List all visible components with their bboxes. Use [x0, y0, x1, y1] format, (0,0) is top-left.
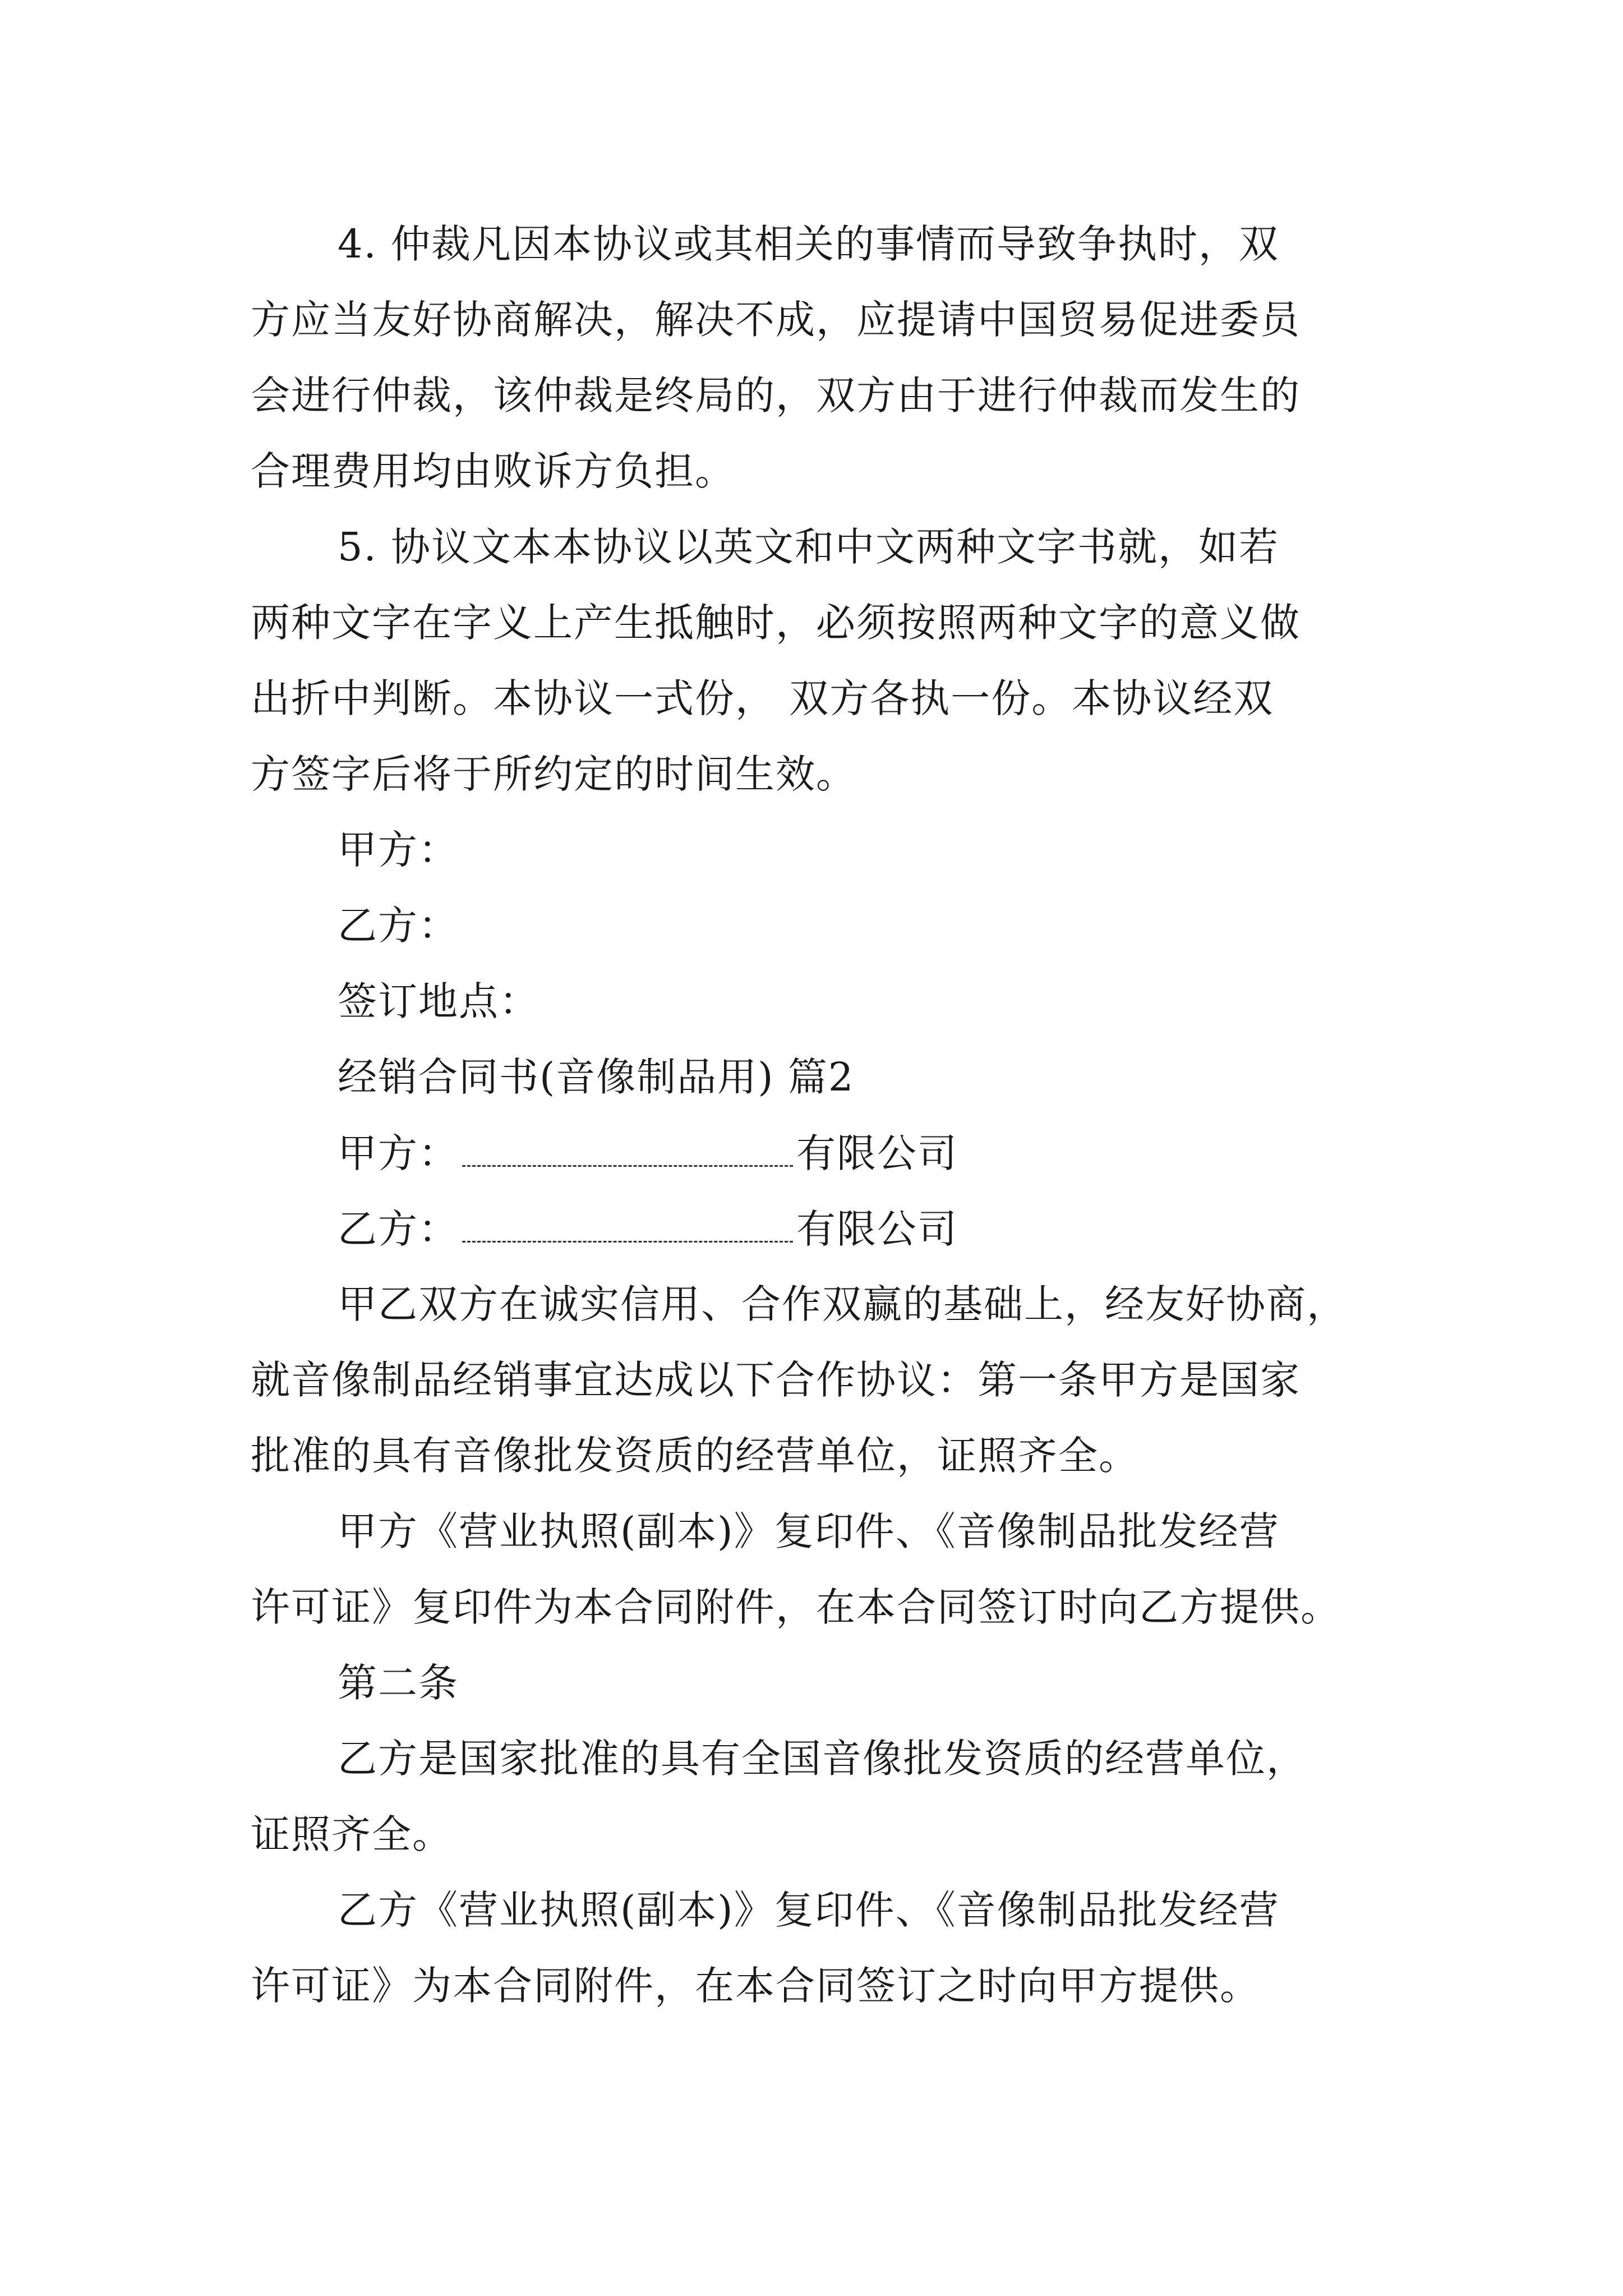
clause5-line-3: 出折中判断。本协议一式份， 双方各执一份。本协议经双 [251, 675, 1274, 721]
party-b-qual-line-2: 证照齐全。 [251, 1811, 453, 1857]
clause4-line-1: 4. 仲裁凡因本协议或其相关的事情而导致争执时，双 [338, 221, 1280, 267]
party-a-label: 甲方： [338, 1130, 459, 1176]
contract2-party-a [338, 1130, 958, 1176]
clause4-line-2: 方应当友好协商解决，解决不成，应提请中国贸易促进委员 [251, 297, 1301, 343]
clause5-line-4: 方签字后将于所约定的时间生效。 [251, 751, 856, 797]
clause5-line-1: 5. 协议文本本协议以英文和中文两种文字书就，如若 [338, 524, 1280, 570]
sign-party-b: 乙方： [338, 903, 459, 949]
party-a-docs-line-1: 甲方《营业执照(副本)》复印件、《音像制品批发经营 [338, 1508, 1280, 1554]
party-b-docs-line-1: 乙方《营业执照(副本)》复印件、《音像制品批发经营 [338, 1887, 1280, 1933]
article-2-heading: 第二条 [338, 1660, 459, 1706]
party-b-qual-line-1: 乙方是国家批准的具有全国音像批发资质的经营单位， [338, 1736, 1307, 1782]
clause5-line-2: 两种文字在字义上产生抵触时，必须按照两种文字的意义做 [251, 600, 1301, 646]
party-b-label: 乙方： [338, 1206, 459, 1252]
contract2-title: 经销合同书(音像制品用) 篇2 [338, 1054, 855, 1100]
sign-place: 签订地点： [338, 978, 540, 1024]
intro-line-3: 批准的具有音像批发资质的经营单位，证照齐全。 [251, 1433, 1139, 1479]
sign-party-a: 甲方： [338, 827, 459, 873]
clause4-line-4: 合理费用均由败诉方负担。 [251, 448, 735, 494]
party-a-blank [462, 1130, 793, 1167]
intro-line-1: 甲乙双方在诚实信用、合作双赢的基础上，经友好协商， [338, 1281, 1347, 1327]
party-b-blank [462, 1206, 793, 1243]
party-b-docs-line-2: 许可证》为本合同附件，在本合同签订之时向甲方提供。 [251, 1963, 1260, 2009]
clause4-line-3: 会进行仲裁，该仲裁是终局的，双方由于进行仲裁而发生的 [251, 372, 1301, 418]
contract2-party-b [338, 1206, 958, 1251]
party-b-suffix: 有限公司 [796, 1206, 958, 1252]
party-a-docs-line-2: 许可证》复印件为本合同附件，在本合同签订时向乙方提供。 [251, 1584, 1341, 1630]
intro-line-2: 就音像制品经销事宜达成以下合作协议：第一条甲方是国家 [251, 1357, 1301, 1403]
party-a-suffix: 有限公司 [796, 1130, 958, 1176]
